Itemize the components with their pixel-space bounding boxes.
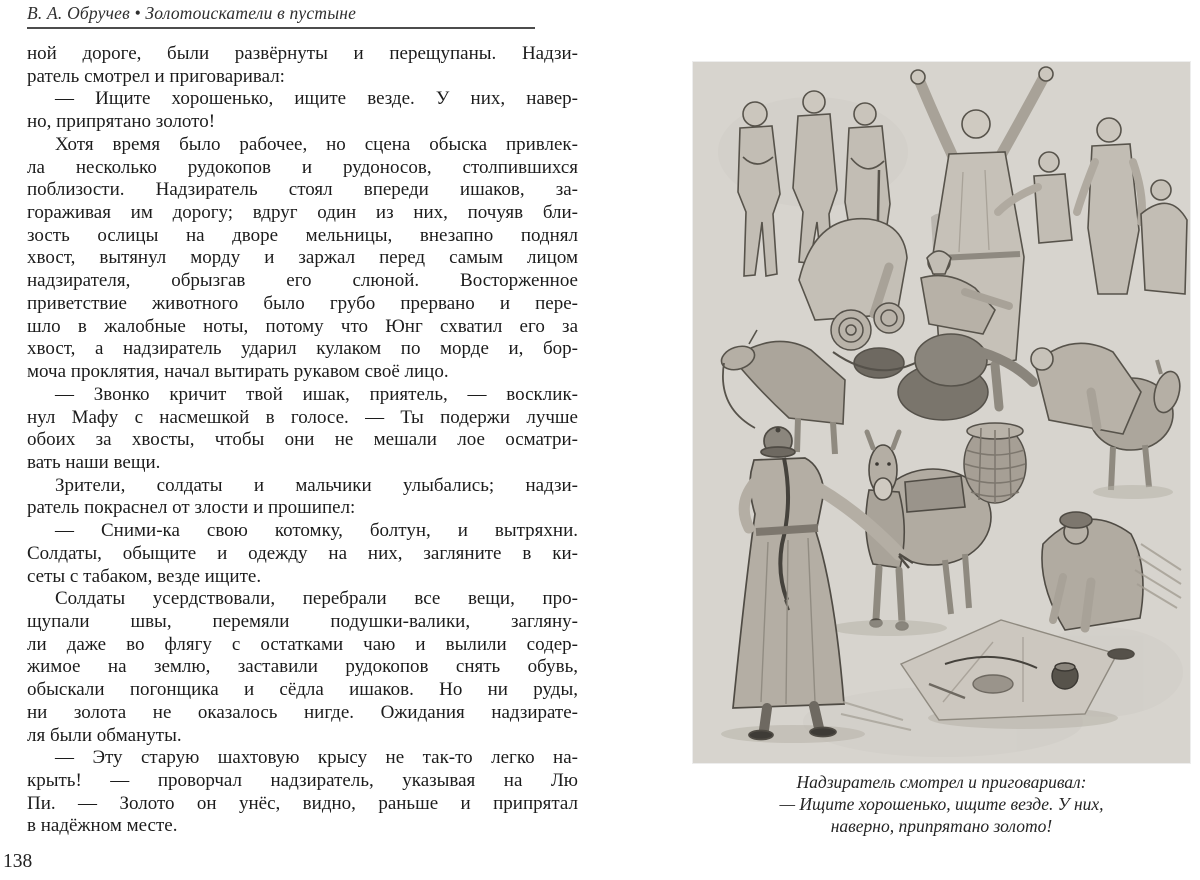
- text-line: — Сними-ка свою котомку, болтун, и вытряхни.: [55, 520, 578, 542]
- text-line: Солдаты, обыщите и одежду на них, загляните в ки-: [27, 542, 578, 564]
- text-line: обоих за хвосты, чтобы они не мешали лое осматри-: [27, 429, 578, 451]
- header-title: В. А. Обручев • Золотоискатели в пустыне: [27, 3, 357, 23]
- text-line: ля были обмануты.: [27, 724, 182, 746]
- text-line: моча проклятия, начал вытирать рукавом своё лицо.: [27, 361, 449, 383]
- illustration-caption: [693, 771, 1190, 837]
- text-line: ла несколько рудокопов и рудоносов, столпившихся: [27, 156, 578, 178]
- text-line: жимое на землю, заставили рудокопов снять обувь,: [27, 656, 578, 678]
- text-line: обыскали погонщика и сёдла ишаков. Но ни руды,: [27, 679, 578, 701]
- text-line: ли даже во флягу с остатками чаю и вылили содер-: [27, 633, 578, 655]
- text-line: но, припрятано золото!: [27, 111, 216, 133]
- text-line: щупали швы, перемяли подушки-валики, загляну-: [27, 610, 578, 632]
- text-line: Пи. — Золото он унёс, видно, раньше и припрятал: [27, 792, 578, 814]
- text-line: шло в жалобные ноты, потому что Юнг схватил его за: [27, 315, 578, 337]
- text-column: [27, 43, 578, 838]
- text-line: надзирателя, обрызгав его слюной. Восторженное: [27, 270, 578, 292]
- text-line: ни золота не оказалось нигде. Ожидания надзирате-: [27, 701, 578, 723]
- text-line: Зрители, солдаты и мальчики улыбались; надзи-: [55, 474, 578, 496]
- text-line: ратель смотрел и приговаривал:: [27, 65, 285, 87]
- text-line: Солдаты усердствовали, перебрали все вещи, про-: [55, 588, 578, 610]
- text-line: — Звонко кричит твой ишак, приятель, — восклик-: [55, 383, 578, 405]
- text-line: в надёжном месте.: [27, 815, 178, 837]
- text-line: вать наши вещи.: [27, 451, 161, 473]
- text-line: хвост, а надзиратель ударил кулаком по морде и, бор-: [27, 338, 578, 360]
- text-line: ной дороге, были развёрнуты и перещупаны. Надзи-: [27, 43, 578, 64]
- caption-line: — Ищите хорошенько, ищите везде. У них,: [779, 794, 1104, 814]
- text-line: приветствие животного было грубо прервано и пере-: [27, 292, 578, 314]
- text-line: крыть! — проворчал надзиратель, указывая на Лю: [27, 770, 578, 791]
- caption-line: Надзиратель смотрел и приговаривал:: [796, 772, 1087, 792]
- text-line: сеты с табаком, везде ищите.: [27, 565, 262, 587]
- text-line: зость ослицы на дворе мельницы, внезапно поднял: [27, 224, 578, 246]
- pencil-drawing: [693, 62, 1190, 763]
- page-number: 138: [3, 851, 33, 872]
- header-rule: [27, 27, 535, 29]
- text-line: нул Мафу с насмешкой в голосе. — Ты подержи лучше: [27, 406, 578, 428]
- text-line: гораживая им дорогу; вдруг один из них, почуяв бли-: [27, 202, 578, 224]
- text-line: — Ищите хорошенько, ищите везде. У них, навер-: [55, 88, 578, 110]
- text-line: Хотя время было рабочее, но сцена обыска привлек-: [55, 133, 578, 155]
- text-line: поблизости. Надзиратель стоял впереди ишаков, за-: [27, 179, 578, 201]
- text-line: хвост, вытянул морду и заржал перед самым лицом: [27, 247, 578, 269]
- illustration-image: [693, 62, 1190, 763]
- caption-line: наверно, припрятано золото!: [830, 816, 1053, 836]
- text-line: — Эту старую шахтовую крысу не так-то легко на-: [55, 747, 578, 769]
- text-line: ратель покраснел от злости и прошипел:: [27, 497, 356, 519]
